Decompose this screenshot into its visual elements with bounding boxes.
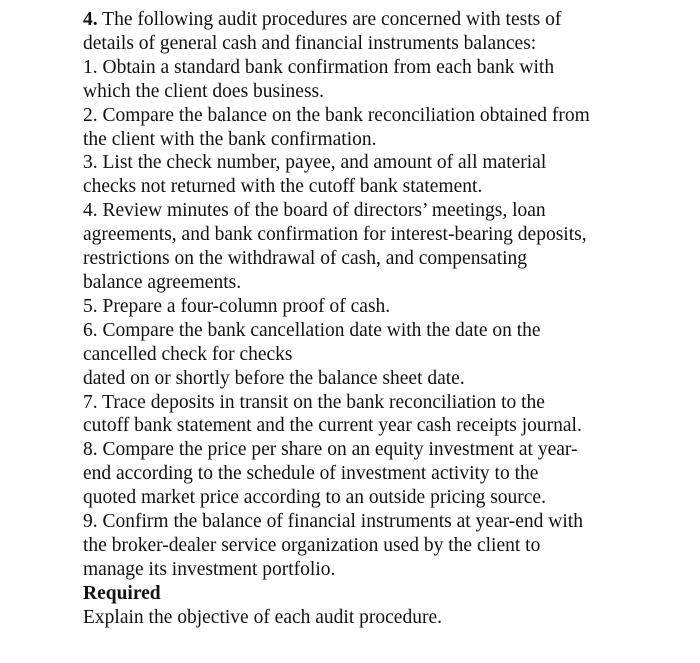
procedure-line: 5. Prepare a four-column proof of cash. <box>83 295 391 317</box>
procedure-line: the broker-dealer service organization used by the client to <box>83 534 541 556</box>
procedure-line: 3. List the check number, payee, and amount of all material <box>83 152 547 174</box>
required-heading: Required <box>83 582 161 604</box>
procedure-line: restrictions on the withdrawal of cash, and compensating <box>83 248 528 270</box>
procedure-line: cutoff bank statement and the current year cash receipts journal. <box>83 415 582 437</box>
document-body <box>83 8 683 630</box>
procedure-line: 9. Confirm the balance of financial instruments at year-end with <box>83 511 583 533</box>
procedure-line: 8. Compare the price per share on an equity investment at year- <box>83 439 578 461</box>
procedure-line: 7. Trace deposits in transit on the bank reconciliation to the <box>83 391 545 413</box>
procedure-line: manage its investment portfolio. <box>83 558 336 580</box>
problem-intro-line-2: details of general cash and financial instruments balances: <box>83 32 537 54</box>
procedure-line: 6. Compare the bank cancellation date with the date on the <box>83 319 541 341</box>
procedure-line: 4. Review minutes of the board of directors’ meetings, loan <box>83 200 546 222</box>
problem-intro-line-1 <box>83 8 683 32</box>
problem-intro-text-1: The following audit procedures are concerned with tests of <box>102 9 562 30</box>
procedure-line: end according to the schedule of investment activity to the <box>83 463 539 485</box>
procedure-line: the client with the bank confirmation. <box>83 128 377 150</box>
procedure-line: 2. Compare the balance on the bank reconciliation obtained from <box>83 104 590 126</box>
procedure-line: dated on or shortly before the balance sheet date. <box>83 367 465 389</box>
required-text: Explain the objective of each audit procedure. <box>83 606 442 628</box>
procedure-line: quoted market price according to an outside pricing source. <box>83 487 546 509</box>
procedure-line: agreements, and bank confirmation for interest-bearing deposits, <box>83 224 587 246</box>
procedure-line: 1. Obtain a standard bank confirmation from each bank with <box>83 56 555 78</box>
procedure-line: balance agreements. <box>83 271 242 293</box>
procedure-line: checks not returned with the cutoff bank statement. <box>83 176 483 198</box>
procedure-line: which the client does business. <box>83 80 324 102</box>
procedure-line: cancelled check for checks <box>83 343 293 365</box>
problem-number: 4. <box>83 9 98 30</box>
